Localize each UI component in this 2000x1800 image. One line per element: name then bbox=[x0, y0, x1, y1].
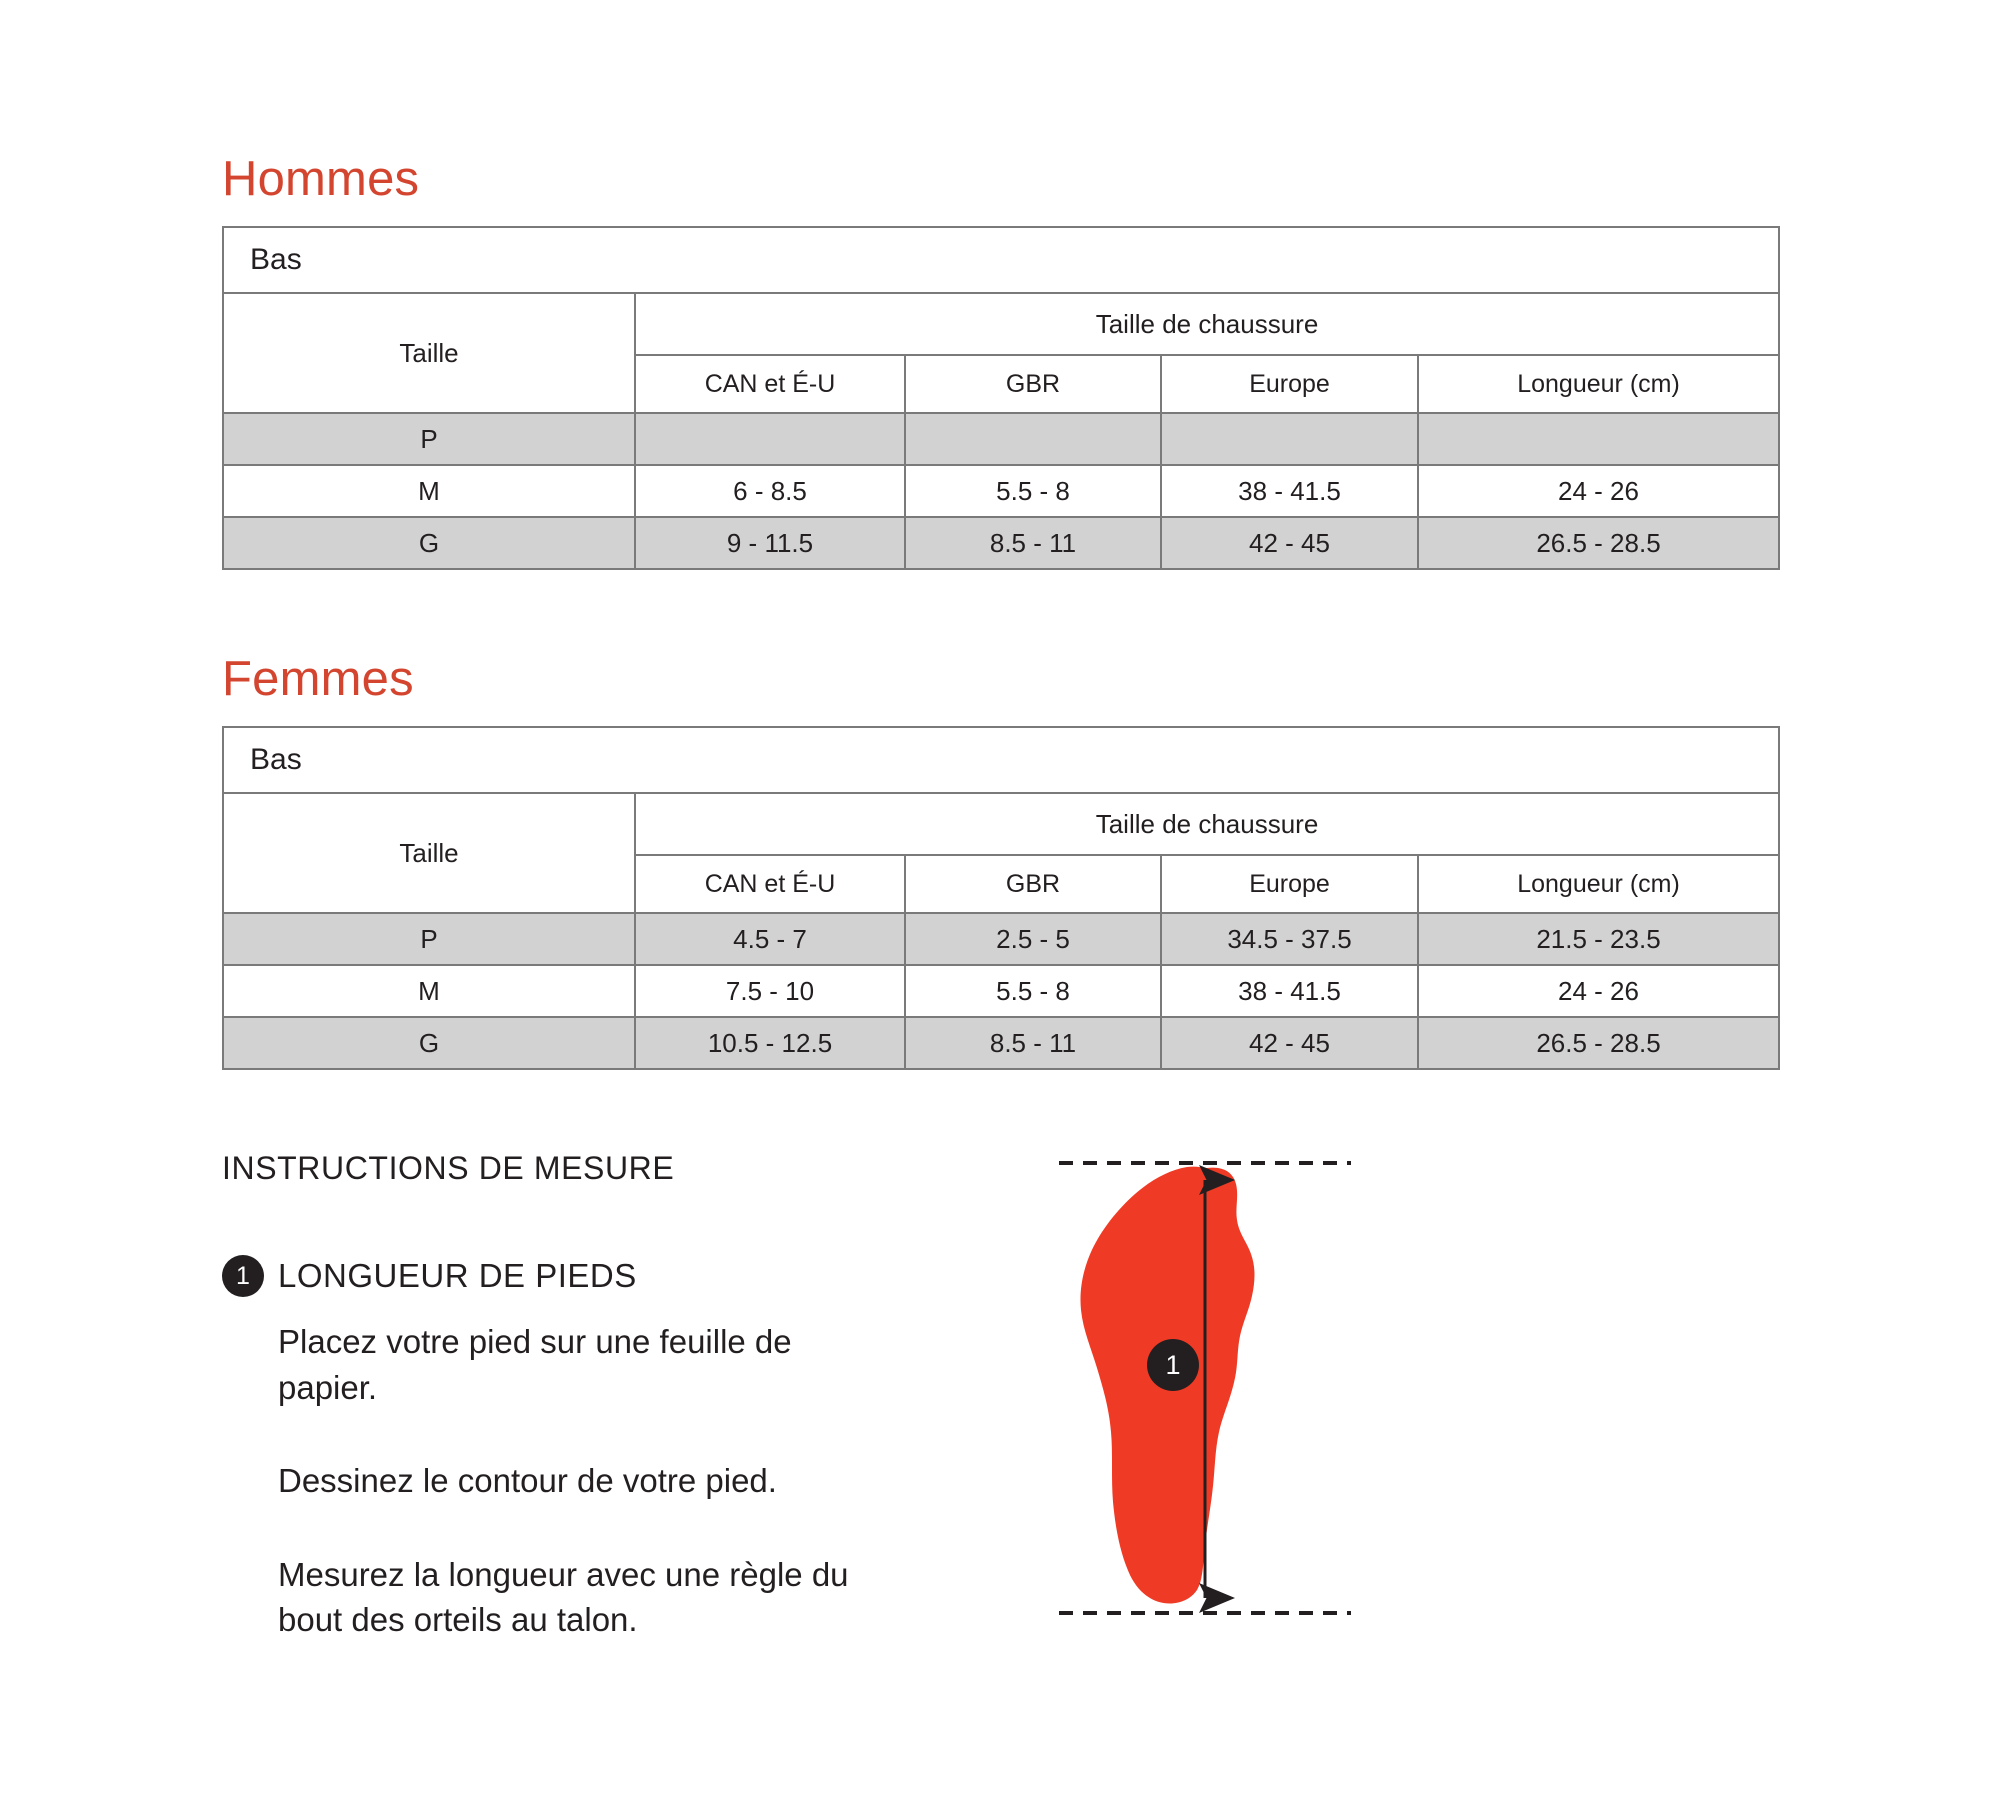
men-header-row-1 bbox=[223, 293, 1779, 355]
men-row-0-can bbox=[635, 413, 905, 465]
women-header-gbr: GBR bbox=[905, 855, 1161, 913]
women-row-0-length: 21.5 - 23.5 bbox=[1418, 913, 1779, 965]
table-row bbox=[223, 965, 1779, 1017]
men-section-title: Hommes bbox=[222, 152, 420, 206]
women-row-2-europe: 42 - 45 bbox=[1161, 1017, 1418, 1069]
women-size-table bbox=[222, 726, 1780, 1070]
women-row-0-gbr: 2.5 - 5 bbox=[905, 913, 1161, 965]
men-header-europe: Europe bbox=[1161, 355, 1418, 413]
men-row-1-length: 24 - 26 bbox=[1418, 465, 1779, 517]
women-row-2-gbr: 8.5 - 11 bbox=[905, 1017, 1161, 1069]
men-row-1-can: 6 - 8.5 bbox=[635, 465, 905, 517]
women-row-2-length: 26.5 - 28.5 bbox=[1418, 1017, 1779, 1069]
women-category-label: Bas bbox=[223, 727, 1779, 793]
women-header-taille: Taille bbox=[223, 793, 635, 913]
step-paragraph-3: Mesurez la longueur avec une règle du bout des orteils au talon. bbox=[278, 1555, 849, 1639]
men-category-row bbox=[223, 227, 1779, 293]
instructions-heading: INSTRUCTIONS DE MESURE bbox=[222, 1150, 675, 1186]
table-row bbox=[223, 465, 1779, 517]
women-category-row bbox=[223, 727, 1779, 793]
women-row-2-can: 10.5 - 12.5 bbox=[635, 1017, 905, 1069]
table-row bbox=[223, 413, 1779, 465]
women-header-can: CAN et É-U bbox=[635, 855, 905, 913]
women-row-1-europe: 38 - 41.5 bbox=[1161, 965, 1418, 1017]
men-row-1-gbr: 5.5 - 8 bbox=[905, 465, 1161, 517]
men-row-0-taille: P bbox=[223, 413, 635, 465]
women-row-1-length: 24 - 26 bbox=[1418, 965, 1779, 1017]
men-row-2-taille: G bbox=[223, 517, 635, 569]
women-header-shoe-size-group: Taille de chaussure bbox=[635, 793, 1779, 855]
men-row-2-can: 9 - 11.5 bbox=[635, 517, 905, 569]
women-row-0-taille: P bbox=[223, 913, 635, 965]
step-paragraph-1: Placez votre pied sur une feuille de papier. bbox=[278, 1323, 792, 1406]
men-row-2-length: 26.5 - 28.5 bbox=[1418, 517, 1779, 569]
women-header-europe: Europe bbox=[1161, 855, 1418, 913]
women-row-1-can: 7.5 - 10 bbox=[635, 965, 905, 1017]
diagram-step-marker-label: 1 bbox=[1165, 1350, 1181, 1380]
step-number-badge: 1 bbox=[222, 1255, 264, 1297]
men-size-table bbox=[222, 226, 1780, 570]
men-header-taille: Taille bbox=[223, 293, 635, 413]
women-row-1-taille: M bbox=[223, 965, 635, 1017]
women-row-2-taille: G bbox=[223, 1017, 635, 1069]
women-row-1-gbr: 5.5 - 8 bbox=[905, 965, 1161, 1017]
men-category-label: Bas bbox=[223, 227, 1779, 293]
measurement-step-block bbox=[222, 1255, 922, 1643]
women-row-0-can: 4.5 - 7 bbox=[635, 913, 905, 965]
men-row-2-gbr: 8.5 - 11 bbox=[905, 517, 1161, 569]
women-section-title: Femmes bbox=[222, 652, 414, 706]
women-header-length: Longueur (cm) bbox=[1418, 855, 1779, 913]
table-row bbox=[223, 517, 1779, 569]
men-row-0-length bbox=[1418, 413, 1779, 465]
men-row-1-europe: 38 - 41.5 bbox=[1161, 465, 1418, 517]
step-title: LONGUEUR DE PIEDS bbox=[278, 1257, 637, 1294]
men-row-1-taille: M bbox=[223, 465, 635, 517]
table-row bbox=[223, 913, 1779, 965]
women-header-row-1 bbox=[223, 793, 1779, 855]
men-header-gbr: GBR bbox=[905, 355, 1161, 413]
men-row-2-europe: 42 - 45 bbox=[1161, 517, 1418, 569]
foot-measurement-diagram bbox=[1055, 1150, 1355, 1650]
women-row-0-europe: 34.5 - 37.5 bbox=[1161, 913, 1418, 965]
men-row-0-europe bbox=[1161, 413, 1418, 465]
men-header-shoe-size-group: Taille de chaussure bbox=[635, 293, 1779, 355]
table-row bbox=[223, 1017, 1779, 1069]
men-header-can: CAN et É-U bbox=[635, 355, 905, 413]
step-header bbox=[222, 1255, 922, 1297]
men-row-0-gbr bbox=[905, 413, 1161, 465]
step-paragraph-2: Dessinez le contour de votre pied. bbox=[278, 1462, 777, 1500]
men-header-length: Longueur (cm) bbox=[1418, 355, 1779, 413]
